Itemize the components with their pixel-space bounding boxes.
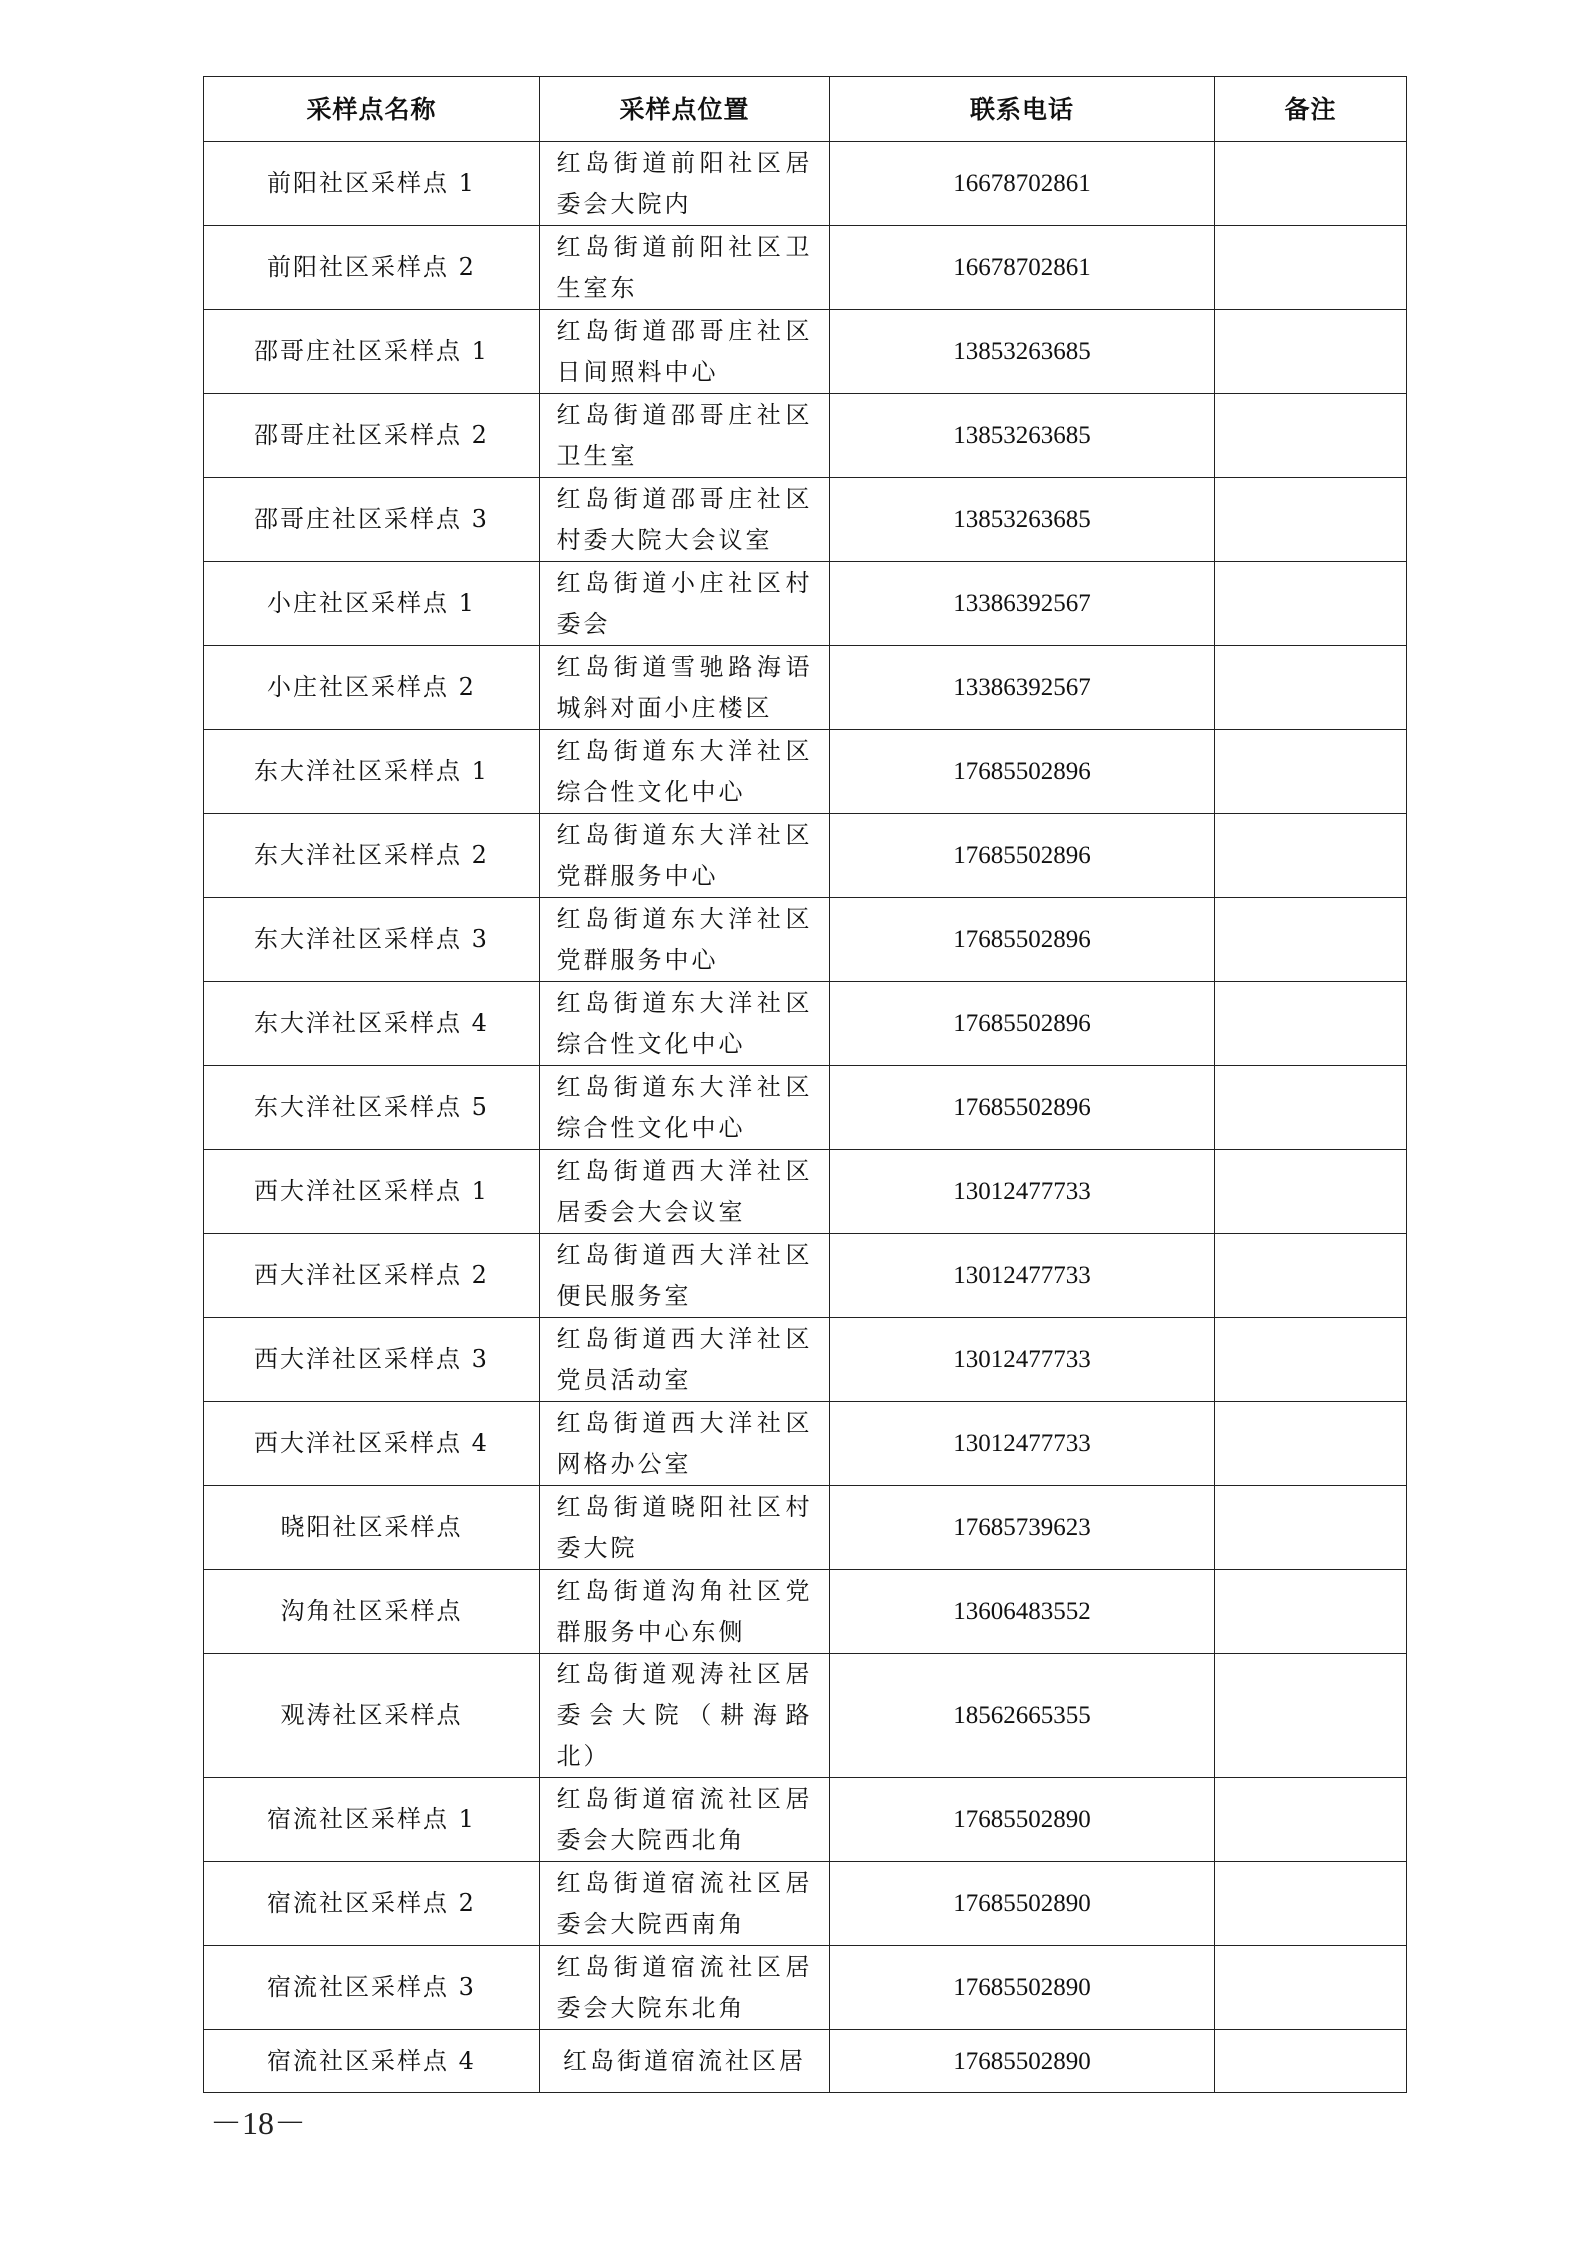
contact-phone-cell: 17685502896 [830,1066,1215,1150]
site-name-cell: 西大洋社区采样点 1 [204,1150,540,1234]
site-name-cell: 沟角社区采样点 [204,1570,540,1654]
table-row [204,394,1407,478]
contact-phone-cell: 17685502890 [830,2030,1215,2093]
remark-cell [1215,1946,1407,2030]
table-row [204,814,1407,898]
remark-cell [1215,142,1407,226]
table-row [204,1486,1407,1570]
site-location-text: 红岛街道宿流社区居委会大院西南角 [556,1868,813,1938]
site-location-text: 红岛街道邵哥庄社区村委大院大会议室 [556,484,813,554]
remark-cell [1215,2030,1407,2093]
site-location-cell [540,1486,830,1570]
site-name-cell: 宿流社区采样点 2 [204,1862,540,1946]
site-name-cell: 邵哥庄社区采样点 1 [204,310,540,394]
contact-phone-cell: 17685502896 [830,898,1215,982]
remark-cell [1215,1402,1407,1486]
remark-cell [1215,1570,1407,1654]
remark-cell [1215,394,1407,478]
site-name-cell: 宿流社区采样点 3 [204,1946,540,2030]
contact-phone-cell: 17685502890 [830,1862,1215,1946]
site-location-cell [540,1946,830,2030]
site-location-text: 红岛街道西大洋社区网格办公室 [556,1408,813,1478]
site-location-text: 红岛街道晓阳社区村委大院 [556,1492,813,1562]
contact-phone-cell: 13012477733 [830,1402,1215,1486]
site-name-cell: 邵哥庄社区采样点 3 [204,478,540,562]
site-name-cell: 前阳社区采样点 1 [204,142,540,226]
remark-cell [1215,226,1407,310]
table-row [204,1654,1407,1778]
contact-phone-cell: 13606483552 [830,1570,1215,1654]
site-name-cell: 宿流社区采样点 4 [204,2030,540,2093]
remark-cell [1215,1150,1407,1234]
contact-phone-cell: 13012477733 [830,1150,1215,1234]
table-row [204,1234,1407,1318]
site-name-cell: 邵哥庄社区采样点 2 [204,394,540,478]
site-name-cell: 小庄社区采样点 1 [204,562,540,646]
site-location-text: 红岛街道宿流社区居 [563,2046,806,2075]
site-name-cell: 前阳社区采样点 2 [204,226,540,310]
table-row [204,226,1407,310]
remark-cell [1215,562,1407,646]
site-name-cell: 西大洋社区采样点 3 [204,1318,540,1402]
site-location-text: 红岛街道宿流社区居委会大院西北角 [556,1784,813,1854]
contact-phone-cell: 13012477733 [830,1234,1215,1318]
contact-phone-cell: 17685502896 [830,814,1215,898]
table-row [204,1066,1407,1150]
contact-phone-cell: 16678702861 [830,142,1215,226]
site-name-cell: 晓阳社区采样点 [204,1486,540,1570]
remark-cell [1215,1066,1407,1150]
site-location-cell [540,982,830,1066]
table-row [204,562,1407,646]
contact-phone-cell: 16678702861 [830,226,1215,310]
remark-cell [1215,1778,1407,1862]
remark-cell [1215,730,1407,814]
site-location-text: 红岛街道东大洋社区综合性文化中心 [556,988,813,1058]
site-name-cell: 观涛社区采样点 [204,1654,540,1778]
table-header-row [204,77,1407,142]
site-location-cell [540,646,830,730]
site-location-cell [540,1066,830,1150]
header-site-name: 采样点名称 [204,77,540,142]
contact-phone-cell: 17685502896 [830,730,1215,814]
site-name-cell: 东大洋社区采样点 1 [204,730,540,814]
contact-phone-cell: 18562665355 [830,1654,1215,1778]
remark-cell [1215,1234,1407,1318]
remark-cell [1215,1862,1407,1946]
sampling-site-table [203,76,1407,2093]
contact-phone-cell: 13012477733 [830,1318,1215,1402]
table-row [204,1402,1407,1486]
remark-cell [1215,898,1407,982]
site-location-cell [540,310,830,394]
site-location-text: 红岛街道沟角社区党群服务中心东侧 [556,1576,813,1646]
table-row [204,2030,1407,2093]
remark-cell [1215,310,1407,394]
site-location-text: 红岛街道东大洋社区党群服务中心 [556,820,813,890]
site-location-text: 红岛街道雪驰路海语城斜对面小庄楼区 [556,652,813,722]
site-location-cell [540,226,830,310]
contact-phone-cell: 13853263685 [830,310,1215,394]
site-location-text: 红岛街道西大洋社区居委会大会议室 [556,1156,813,1226]
table-row [204,1570,1407,1654]
site-location-cell [540,1318,830,1402]
site-location-text: 红岛街道西大洋社区党员活动室 [556,1324,813,1394]
table-row [204,142,1407,226]
site-location-text: 红岛街道东大洋社区党群服务中心 [556,904,813,974]
site-location-cell [540,142,830,226]
page-number: －18－ [210,2105,307,2141]
header-contact-phone: 联系电话 [830,77,1215,142]
site-location-cell [540,730,830,814]
table-row [204,898,1407,982]
site-name-cell: 西大洋社区采样点 4 [204,1402,540,1486]
site-location-text: 红岛街道观涛社区居委会大院（耕海路北） [556,1660,813,1770]
table-row [204,1318,1407,1402]
site-location-cell [540,394,830,478]
table-row [204,478,1407,562]
table-row [204,1778,1407,1862]
table-row [204,982,1407,1066]
remark-cell [1215,1318,1407,1402]
site-location-text: 红岛街道东大洋社区综合性文化中心 [556,736,813,806]
site-location-cell [540,898,830,982]
site-name-cell: 宿流社区采样点 1 [204,1778,540,1862]
contact-phone-cell: 13386392567 [830,562,1215,646]
contact-phone-cell: 13386392567 [830,646,1215,730]
table-row [204,1862,1407,1946]
site-location-text: 红岛街道小庄社区村委会 [556,568,813,638]
site-location-cell [540,1150,830,1234]
header-remark: 备注 [1215,77,1407,142]
table-body [204,142,1407,2093]
site-name-cell: 东大洋社区采样点 3 [204,898,540,982]
contact-phone-cell: 17685739623 [830,1486,1215,1570]
remark-cell [1215,1654,1407,1778]
remark-cell [1215,982,1407,1066]
site-location-cell [540,814,830,898]
table-row [204,310,1407,394]
table-row [204,1150,1407,1234]
contact-phone-cell: 13853263685 [830,394,1215,478]
site-location-cell [540,1654,830,1778]
site-location-text: 红岛街道前阳社区居委会大院内 [556,148,813,218]
table-row [204,730,1407,814]
site-location-cell [540,562,830,646]
contact-phone-cell: 17685502890 [830,1946,1215,2030]
remark-cell [1215,1486,1407,1570]
remark-cell [1215,814,1407,898]
site-location-text: 红岛街道邵哥庄社区卫生室 [556,400,813,470]
site-location-cell [540,1402,830,1486]
site-name-cell: 西大洋社区采样点 2 [204,1234,540,1318]
site-name-cell: 小庄社区采样点 2 [204,646,540,730]
table-row [204,646,1407,730]
site-location-cell [540,478,830,562]
remark-cell [1215,646,1407,730]
contact-phone-cell: 17685502896 [830,982,1215,1066]
header-site-location: 采样点位置 [540,77,830,142]
site-location-text: 红岛街道邵哥庄社区日间照料中心 [556,316,813,386]
site-location-cell [540,1778,830,1862]
site-location-text: 红岛街道西大洋社区便民服务室 [556,1240,813,1310]
site-location-text: 红岛街道前阳社区卫生室东 [556,232,813,302]
contact-phone-cell: 17685502890 [830,1778,1215,1862]
site-location-cell [540,1570,830,1654]
site-name-cell: 东大洋社区采样点 4 [204,982,540,1066]
site-location-text: 红岛街道东大洋社区综合性文化中心 [556,1072,813,1142]
site-name-cell: 东大洋社区采样点 2 [204,814,540,898]
table-row [204,1946,1407,2030]
site-location-cell [540,2030,830,2093]
site-location-cell [540,1862,830,1946]
contact-phone-cell: 13853263685 [830,478,1215,562]
remark-cell [1215,478,1407,562]
site-name-cell: 东大洋社区采样点 5 [204,1066,540,1150]
site-location-cell [540,1234,830,1318]
site-location-text: 红岛街道宿流社区居委会大院东北角 [556,1952,813,2022]
